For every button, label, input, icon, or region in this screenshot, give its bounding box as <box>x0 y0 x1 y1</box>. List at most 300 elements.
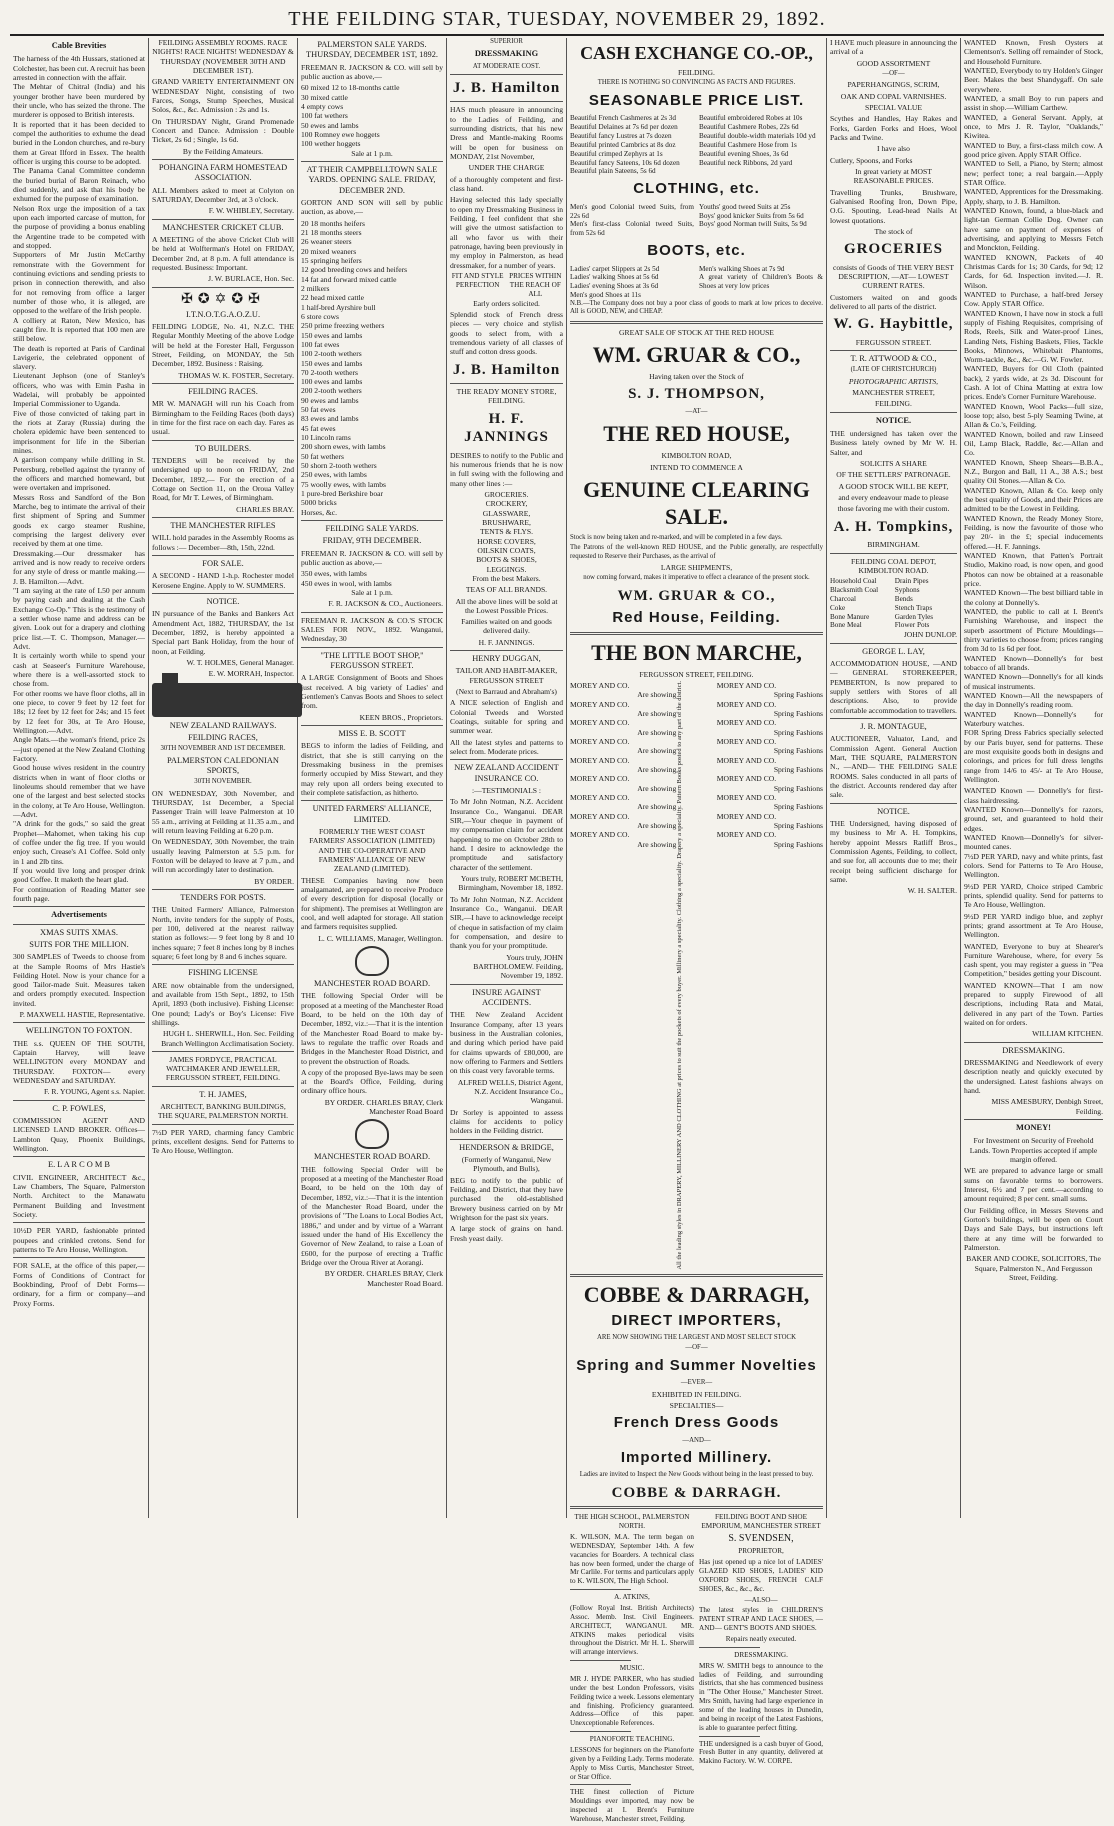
dunlop-signature: JOHN DUNLOP. <box>903 630 957 640</box>
atkins-text: (Follow Royal Inst. British Architects) Assoc. Memb. Inst. Civil Engineers. ARCHITECT, WANGANUI. MR. ATKINS makes periodical visits throughout the District. Mr H. L. Sherwill will arrange interviews. <box>570 1603 694 1657</box>
endeavour: and every endeavour made to please <box>838 493 949 503</box>
wanted-ad: WANTED, Apprentices for the Dressmaking. Apply, sharp, to J. B. Hamilton. <box>964 187 1103 206</box>
morey-and-co: MOREY AND CO. <box>570 737 630 747</box>
fishing-text: ARE now obtainable from the undersigned, and available from 15th Sept., 1892, to 15th April, 1893 (both inclusive). Fishing License: One pound; Lady's or Boy's License: Five shillings. <box>152 980 294 1027</box>
genuine-clearing-sale: GENUINE CLEARING SALE. <box>583 476 810 529</box>
spring-fashions: Spring Fashions <box>773 765 823 774</box>
jannings-item: GLASSWARE, <box>482 508 531 518</box>
grains: A large stock of grains on hand. Fresh yeast daily. <box>450 1224 563 1243</box>
testimonial-1: To Mr John Notman, N.Z. Accident Insurance Co., Wanganui. DEAR SIR,—Your cheque in payment of my compensation claim for accident happening to me on October 28th to hand. I desire to acknowledge the promptitude and satisfactory character of the settlement. <box>450 797 563 872</box>
amateurs: By the Feilding Amateurs. <box>182 146 264 156</box>
red-house-title: THE RED HOUSE, <box>603 421 790 447</box>
queen-ad: THE s.s. QUEEN OF THE SOUTH, Captain Harvey, will leave WELLINGTON every MONDAY and THURSDAY. FOXTON— every WEDNESDAY and SATURDAY. <box>13 1038 145 1086</box>
cable-paragraph: Messrs Ross and Sandford of the Bon Marche, beg to intimate the arrival of their first shipment of Spring and Summer goods ex cargo steamer Rushine, comprising the largest delivery ever received by them at one time. <box>13 492 145 549</box>
stock-item: 30 mixed cattle <box>301 92 348 102</box>
wanted-ad: WANTED, Everybody to try Holden's Ginger Beer. Makes the best Shandygaff. On sale everywhere. <box>964 65 1103 94</box>
jannings-name: H. F. JANNINGS <box>464 410 549 446</box>
column-cable-brevities <box>10 38 148 1518</box>
picture-mouldings: THE finest collection of Picture Mouldings ever imported, may now be inspected at I. Brent's Furniture Warehouse, Manchester street, Feilding. <box>570 1788 694 1824</box>
stock-item: 10 Lincoln rams <box>301 433 351 443</box>
boots-left <box>570 265 694 300</box>
smith-text: MRS W. SMITH begs to announce to the ladies of Feilding, and surrounding districts, that she has commenced business in "The Other House," Manchester Street. Mrs Smith, having had large experience in some of the leading houses in Dunedin, and being in receipt of the Latest Fashions, is able to guarantee perfect fitting. <box>699 1661 823 1732</box>
families: Families waited on and goods delivered daily. <box>461 617 552 636</box>
ufa-text: THESE Companies having now been amalgamated, are prepared to receive Produce of every description for disposal (locally or for shipment). The premises at Wellington are cool, and well adapted for storage. All station and farmers requisites supplied. <box>301 875 443 932</box>
pohangina-title: POHANGINA FARM HOMESTEAD ASSOCIATION. <box>158 162 288 183</box>
stock-item: 250 ewes, with lambs <box>301 470 367 480</box>
cable-paragraph: Good house wives resident in the country districts when in want of floor cloths or linoleums should remember that we have one of the largest and best selected stocks in the colony, at Te Aro House, Wellington.—Advt. <box>13 763 145 819</box>
road-board-title: MANCHESTER ROAD BOARD. <box>313 978 431 988</box>
superior: SUPERIOR <box>490 38 523 45</box>
bon-right <box>717 681 823 1270</box>
wanted-ad: WANTED to Buy, a first-class milch cow. A good price given. Apply STAR Office. <box>964 140 1103 159</box>
spring-fashions: Spring Fashions <box>773 746 823 756</box>
races-dates: 30TH NOVEMBER AND 1ST DECEMBER. <box>160 745 286 753</box>
boots-list <box>570 265 823 300</box>
larcomb-name: E. L A R C O M B <box>47 1160 111 1170</box>
lodge-text: FEILDING LODGE, No. 41, N.Z.C. THE Regular Monthly Meeting of the above Lodge will be held at the Forester Hall, Fergusson Street, Feilding, on MONDAY, the 5th December, 1892. Business : Raising. <box>152 322 294 369</box>
boots-item: Ladies' carpet Slippers at 2s 5d <box>570 264 660 273</box>
wanted-ad: WANTED KNOWN, Packets of 40 Christmas Cards for 1s; 30 Cards, for 9d; 12 Cards, for 6d. Inspection invited.—J. R. Wilson. <box>964 252 1103 290</box>
wanted-shearer: WANTED, Everyone to buy at Shearer's Furniture Warehouse, where, for every 5s cash spent, you may register a guess in "Pea Competition," besides getting your Discount. <box>964 941 1103 979</box>
notice-title: NOTICE. <box>206 596 240 606</box>
boots-item: Men's walking Shoes at 7s 9d <box>699 264 785 273</box>
coal-item: Syphons <box>894 586 920 595</box>
mcbeth-signature: Yours truly, ROBERT MCBETH, Birmingham, November 18, 1892. <box>458 874 563 893</box>
bray-signature: CHARLES BRAY. <box>236 504 294 514</box>
rifles-title: THE MANCHESTER RIFLES <box>170 521 276 530</box>
stock-item: 100 fat wethers <box>301 111 348 121</box>
jannings-item: BOOTS & SHOES, <box>476 555 537 565</box>
late-of: (LATE OF CHRISTCHURCH) <box>850 366 937 374</box>
james-name: T. H. JAMES, <box>199 1089 247 1099</box>
boots-item: A great variety of Children's Boots & Shoes at very low prices <box>699 273 823 291</box>
cobbe-title: COBBE & DARRAGH, <box>583 1281 810 1307</box>
masthead: THE FEILDING STAR, TUESDAY, NOVEMBER 29, 1892. <box>288 8 826 30</box>
dressmaking-text: DRESSMAKING and Needlework of every description neatly and quickly executed by the undersigned. Latest fashions always on hand. <box>964 1058 1103 1096</box>
manchester-street: MANCHESTER STREET, <box>852 388 935 398</box>
svendsen-name: S. SVENDSEN, <box>728 1532 794 1544</box>
settlers-patronage: OF THE SETTLERS' PATRONAGE. <box>836 470 951 480</box>
crest-icon <box>355 1119 389 1149</box>
tompkins-name: A. H. Tompkins, <box>833 518 954 535</box>
stock-item: 22 head mixed cattle <box>301 293 365 303</box>
morey-and-co: MOREY AND CO. <box>570 755 630 765</box>
stock-item: 70 2-tooth wethers <box>301 367 358 377</box>
morey-and-co: MOREY AND CO. <box>570 699 630 709</box>
jannings-item: CROCKERY, <box>485 499 528 509</box>
morey-and-co: MOREY AND CO. <box>716 774 777 784</box>
bon-left <box>570 681 676 1270</box>
insure-text: THE New Zealand Accident Insurance Company, after 13 years business in the Australian colonies, and during which period have paid for claims upwards of £80,000, are now offering to Farmers and Settlers on this coast very favorable terms. <box>450 1010 563 1076</box>
price-item: Beautiful plain Sateens, 5s 6d <box>570 167 656 176</box>
notice2-title: NOTICE. <box>877 806 910 816</box>
morey-and-co: MOREY AND CO. <box>716 811 777 821</box>
notice2-text: THE Undersigned, having disposed of my business to Mr A. H. Tompkins, hereby appoint Messrs Ratliff Bros., Commission Agents, Feilding, to collect, and sue for, all accounts due to me; their receipt being sufficient discharge for same. <box>830 818 957 884</box>
high-school-title: THE HIGH SCHOOL, PALMERSTON NORTH. <box>574 1513 690 1531</box>
latest-styles: All the latest styles and patterns to select from. Moderate prices. <box>450 737 563 757</box>
groceries: GROCERIES <box>843 241 944 258</box>
ufa-title: UNITED FARMERS' ALLIANCE, LIMITED. <box>312 804 432 824</box>
sorley-note: Dr Sorley is appointed to assess claims for accidents to policy holders in the Feilding district. <box>450 1107 563 1136</box>
makers: From the best Makers. <box>472 573 541 583</box>
stock-item: 4 empty cows <box>301 101 344 111</box>
morey-and-co: MOREY AND CO. <box>716 718 777 728</box>
money-text-3: Our Feilding office, in Messrs Stevens and Gorton's buildings, will be open on Court Days and Sale Days, but instructions left there at any time will be forwarded to Palmerston. <box>964 1205 1103 1253</box>
cable-paragraph: The harness of the 4th Hussars, stationed at Colchester, has been cut. A recruit has been arrested in connection with the affair. <box>13 54 146 82</box>
great-sale: GREAT SALE OF STOCK AT THE RED HOUSE <box>619 327 774 337</box>
xmas-suits: XMAS SUITS XMAS. <box>40 927 118 937</box>
stock-item: 2 milkers <box>301 283 330 293</box>
bartholomew-signature: Yours truly, JOHN BARTHOLOMEW. Feilding, November 19, 1892. <box>473 952 563 981</box>
boots-item: Men's good Shoes at 11s <box>570 291 641 300</box>
are-showing: Are showing <box>637 802 677 812</box>
svendsen-text: Has just opened up a nice lot of LADIES' GLAZED KID SHOES, LADIES' KID OXFORD SHOES, FRENCH CALF SHOES, &c., &c., &c. <box>699 1558 823 1593</box>
coal-item: Bone Manure <box>830 612 870 621</box>
friday-date: FRIDAY, 9TH DECEMBER. <box>322 536 422 546</box>
cable-paragraph: "A drink for the gods," so said the great Prophet—Mahomet, when taking his cup of coffee under the fig tree. If you would enjoy such, Crease's A1 Coffee. Sold only in 1 and 2lb tins. <box>13 819 145 866</box>
price-list-left <box>570 114 694 176</box>
clothing-item: Youths' good tweed Suits at 25s <box>699 202 791 211</box>
yard-ad: 7½D PER YARD, charming fancy Cambric prints, excellent designs. Send for Patterns to Te Aro House, Wellington. <box>152 1127 294 1156</box>
novelties: Spring and Summer Novelties <box>576 1356 817 1374</box>
nb-note: N.B.—The Company does not buy a poor class of goods to mark at low prices to deceive. All is GOOD, NEW, and CHEAP. <box>570 300 823 316</box>
charge-heading: UNDER THE CHARGE <box>468 163 545 173</box>
wanted-ad: WANTED Known—Donnelly's for best tobacco of all brands. <box>964 653 1103 672</box>
specialties: SPECIALTIES— <box>669 1400 724 1410</box>
cable-paragraph: A colliery at Raton, New Mexico, has caught fire. It is reported that 100 men are still below. <box>13 315 145 344</box>
good-assortment: GOOD ASSORTMENT <box>856 58 931 68</box>
coal-item: Garden Tyles <box>894 612 934 621</box>
scott-text: BEGS to inform the ladies of Feilding, and district, that she is still carrying on the Dressmaking business in the premises formerly occupied by Miss Stewart, and they may rely upon all orders being executed to their complete satisfaction, as hitherto. <box>301 741 443 797</box>
spring-fashions: Spring Fashions <box>773 802 823 812</box>
wanted-ad: WANTED Known — Donnelly's for first-class hairdressing. <box>964 786 1103 805</box>
stock-item: 150 ewes and lambs <box>301 330 363 340</box>
wanted-firewood: WANTED KNOWN—That I am now prepared to supply Firewood of all descriptions, including Rata and Matai, delivered in any part of the Town. Parties waited on for orders. <box>964 980 1103 1028</box>
favoring: those favoring me with their custom. <box>837 504 950 514</box>
sale-text: A SECOND - HAND 1-h.p. Rochester model Kerosene Engine. Apply to W. SUMMERS. <box>152 571 294 590</box>
paperhangings: PAPERHANGINGS, SCRIM, <box>847 80 940 90</box>
coal-left <box>830 577 892 630</box>
now-showing: ARE NOW SHOWING THE LARGEST AND MOST SELECT STOCK <box>596 1334 796 1342</box>
large-shipments: LARGE SHIPMENTS, <box>660 563 733 573</box>
testimonial-2: To Mr John Notman, N.Z. Accident Insurance Co., Wanganui. DEAR SIR,—I have to acknowledge receipt of cheque in satisfaction of my claim for compensation, and desire to thank you for your promptitude. <box>450 894 563 951</box>
price-item: Beautiful embroidered Robes at 10s <box>699 114 803 123</box>
fowles-ad: COMMISSION AGENT AND LICENSED LAND BROKER. Offices—Lambton Quay, Phoenix Buildings, Wellington. <box>13 1116 145 1154</box>
variety: In great variety at MOST REASONABLE PRICES. <box>853 166 934 186</box>
coal-item: Charcoal <box>830 594 856 603</box>
masthead-rule <box>10 34 1104 36</box>
attwood-name: T. R. ATTWOOD & CO., <box>850 354 937 364</box>
morey-and-co: MOREY AND CO. <box>716 792 777 802</box>
testimonials: :—TESTIMONIALS : <box>472 786 541 796</box>
solicits: SOLICITS A SHARE <box>860 459 927 469</box>
scott-title: MISS E. B. SCOTT <box>338 728 406 738</box>
price-item: Beautiful Cashmere Hose from 1s <box>699 140 797 149</box>
price-item: Beautiful French Cashmeres at 2s 3d <box>570 114 676 123</box>
montague-name: J. R. MONTAGUE, <box>860 721 927 731</box>
coal-list <box>830 577 957 630</box>
wanted-ad: WANTED, Buyers for Oil Cloth (painted back), 2 yards wide, at 2s 3d. Discount for Cash. A lot of China Matting at extra low prices. Ende's Corner Furniture Warehouse. <box>964 364 1103 402</box>
jackson-intro-2: FREEMAN R. JACKSON & CO. will sell by public auction as above,— <box>301 548 443 568</box>
splendid-stock: Splendid stock of French dress pieces — very choice and stylish goods to select from, with a tremendous variety of all classes of stuff and cotton dress goods. <box>450 309 563 357</box>
stock-item: 350 ewes, with lambs <box>301 569 367 579</box>
scythes: Scythes and Handles, Hay Rakes and Forks, Garden Forks and Hoes, Wool Packs and Twine. <box>830 114 957 142</box>
wanted-ad: WANTED Known—Donnelly's for all kinds of musical instruments. <box>964 672 1103 691</box>
grand-variety: GRAND VARIETY ENTERTAINMENT ON WEDNESDAY Night, consisting of two Farces, Songs, Stump Speeches, Musical Solos, &c., &c. Admission : 2s and 1s. <box>152 77 294 115</box>
stock-item: 50 ewes and lambs <box>301 120 359 130</box>
jannings-item: BRUSHWARE, <box>482 517 531 527</box>
yard-2: 9½D PER YARD, Choice striped Cambric prints, splendid quality. Send for patterns to Te Aro House, Wellington. <box>964 881 1103 910</box>
price-item: Beautiful Delaines at 7s 6d per dozen <box>570 123 678 132</box>
also: —ALSO— <box>744 1595 778 1604</box>
music-title: MUSIC. <box>619 1664 645 1673</box>
feilding-races-title: FEILDING RACES, <box>188 732 258 742</box>
clothing-item: Boys' good knicker Suits from 5s 6d <box>699 211 804 220</box>
consists: consists of Goods of THE VERY BEST DESCRIPTION, —AT— LOWEST CURRENT RATES. <box>833 262 954 291</box>
stock-of: The stock of <box>874 226 913 236</box>
wanted-ad: WANTED Known, Allan & Co. keep only the best quality of Goods, and their Prices are admitted to be the Lowest in Feilding. <box>964 485 1103 514</box>
price-item: Beautiful Cashmere Robes, 22s 6d <box>699 123 799 132</box>
wanted-ad: WANTED, a small Boy to run papers and assist in shop.—William Carthew. <box>964 93 1103 113</box>
sherwill-signature: HUGH L. SHERWILL, Hon. Sec. Feilding Branch Wellington Acclimatisation Society. <box>161 1029 294 1048</box>
morey-and-co: MOREY AND CO. <box>570 681 630 691</box>
caledonian-text-2: On WEDNESDAY, 30th November, the train usually leaving Palmerston at 5.5 p.m. for Foxton will be delayed to leave at 7 p.m., and will run accordingly later to destination. <box>152 837 294 875</box>
cricket-title: MANCHESTER CRICKET CLUB. <box>162 222 284 232</box>
stock-item: 1 pure-bred Berkshire boar <box>301 489 384 499</box>
stock-item: 14 fat and forward mixed cattle <box>301 274 397 284</box>
whibley-signature: F. W. WHIBLEY, Secretary. <box>208 206 294 216</box>
bootshop-text: A LARGE Consignment of Boots and Shoes just received. A big variety of Ladies' and Gentlemen's Canvas Boots and Shoes to select from. <box>301 673 443 711</box>
are-showing: Are showing <box>637 765 677 774</box>
morey-and-co: MOREY AND CO. <box>716 699 777 709</box>
morrah-signature: E. W. MORRAH, Inspector. <box>208 669 294 679</box>
money-title: MONEY! <box>1016 1123 1051 1133</box>
road-board-title-2: MANCHESTER ROAD BOARD. <box>313 1152 431 1162</box>
stock-item: 50 fat ewes <box>301 405 336 415</box>
lodge-emblem-icon: ✠✪✡✪✠ <box>181 291 265 307</box>
are-showing: Are showing <box>637 839 677 849</box>
yard-1: 7½D PER YARD, navy and white prints, fast colors. Send for Patterns to Te Aro House, Wellington. <box>964 851 1103 880</box>
clothing-heading: CLOTHING, etc. <box>633 180 760 198</box>
exhibited: EXHIBITED IN FEILDING. <box>651 1389 742 1399</box>
wellington-foxton: WELLINGTON TO FOXTON. <box>25 1026 133 1036</box>
morey-and-co: MOREY AND CO. <box>716 755 777 765</box>
french-dress-goods: French Dress Goods <box>613 1414 780 1432</box>
spring-fashions: Spring Fashions <box>773 727 823 737</box>
of: —OF— <box>685 1344 708 1352</box>
bottom-left <box>570 1513 694 1826</box>
nzaic-title: NEW ZEALAND ACCIDENT INSURANCE CO. <box>454 763 559 783</box>
morey-and-co: MOREY AND CO. <box>716 737 777 747</box>
price-item: Beautiful printed Cambrics at 8s doz <box>570 140 676 149</box>
stock-item: 12 good breeding cows and heifers <box>301 265 408 275</box>
sale-time-1: Sale at 1 p.m. <box>351 148 393 158</box>
notice-text: IN pursuance of the Banks and Bankers Act Amendment Act, 1882, THURSDAY, the 1st December, 1892, is hereby appointed a Special part Bank Holiday, from the hour of noon, at Feilding. <box>152 609 294 656</box>
kimbolton: KIMBOLTON ROAD, <box>661 451 732 461</box>
price-item: Beautiful neck Ribbons, 2d yard <box>699 158 793 167</box>
cobbe-title-2: COBBE & DARRAGH. <box>611 1484 782 1501</box>
wanted-ad: WANTED, a General Servant. Apply, at once, to Mrs J. R. Taylor, "Oaklands," Kiwitea. <box>964 112 1103 141</box>
direct-importers: DIRECT IMPORTERS, <box>611 1311 782 1329</box>
jannings-item: GROCERIES. <box>484 489 529 499</box>
feilding: FEILDING. <box>875 399 912 409</box>
moderate-cost: AT MODERATE COST. <box>472 62 541 70</box>
section-title: Cable Brevities <box>51 41 107 50</box>
clothing-right <box>699 203 823 238</box>
piano-title: PIANOFORTE TEACHING. <box>589 1735 675 1744</box>
money-text: For Investment on Security of Freehold Lands. Town Properties accepted if ample margin offered. <box>969 1136 1098 1165</box>
imported-millinery: Imported Millinery. <box>620 1449 773 1467</box>
races-text: MR W. MANAGH will run his Coach from Birmingham to the Feilding Races (both days) in time for the first race on each day. Fares as usual. <box>152 399 294 437</box>
stock-item: 6 store cows <box>301 311 339 321</box>
prices-reach: PRICES WITHIN THE REACH OF ALL <box>509 272 562 298</box>
clothing-item: Men's good Colonial tweed Suits, from 22s 6d <box>570 202 694 220</box>
railways-title: NEW ZEALAND RAILWAYS. <box>169 720 277 730</box>
wanted-ad: WANTED Known, the Ready Money Store, Feilding, is now the favourite of those who pay 20/- in the £; special inducements offered.—H. F. Jannings. <box>964 513 1103 551</box>
ever: —EVER— <box>680 1379 713 1387</box>
cable-paragraph: Supporters of Mr Justin McCarthy remonstrate with the Government for continuing evictions and sending priests to prison in connection therewith, and also for not removing from office a larger number of those who, it is alleged, are opposed to the welfare of the Irish people. <box>13 250 145 316</box>
column-2 <box>149 38 297 1518</box>
lodge-title: I.T.N.O.T.G.A.O.Z.U. <box>185 309 261 319</box>
svendsen-text-2: The latest styles in CHILDREN'S PATENT STRAP AND LACE SHOES, —AND— GENT'S BOOTS AND SHOES. <box>699 1606 823 1633</box>
wanted-ad: WANTED Known, Fresh Oysters at Clementson's. Selling off remainder of Stock, and Household Furniture. <box>964 38 1103 66</box>
wanted-ad: WANTED Known—Donnelly's for Waterbury watches. <box>964 709 1103 728</box>
sale-title: FOR SALE. <box>202 558 244 568</box>
jannings-item: HORSE COVERS, <box>477 536 536 546</box>
tenders-text: THE United Farmers' Alliance, Palmerston North, invite tenders for the supply of Posts, per 100, delivered at the nearest railway station as follows:— 9 feet long by 8 and 10 inches square; 7 feet 8 inches long by 8 inches square; 6 feet long by 8 and 6 inches square. <box>152 905 294 961</box>
auctioneers-signature: F. R. JACKSON & CO., Auctioneers. <box>328 599 443 609</box>
dressmaking-title-2: DRESSMAKING. <box>734 1650 788 1659</box>
patrons: The Patrons of the well-known RED HOUSE, and the Public generally, are respectfully requested to Reserve their Purchases, as the arrival of <box>570 544 823 560</box>
cable-paragraph: For other rooms we have floor cloths, all in one piece, to cover 9 feet by 12 feet for 18s; 12 feet by 12 feet for 24s; and 15 feet by 12 feet for 30s, at Te Aro House, Wellington.—Advt. <box>13 688 145 735</box>
repairs: Repairs neatly executed. <box>725 1635 797 1643</box>
are-showing: Are showing <box>637 709 677 719</box>
yard-3: 9½D PER YARD indigo blue, and zephyr prints; grand assortment at Te Aro House, Wellington. <box>964 911 1103 940</box>
rifles-text: WILL hold parades in the Assembly Rooms as follows :— December—8th, 15th, 22nd. <box>152 533 294 552</box>
henderson-title: HENDERSON & BRIDGE, <box>459 1142 554 1152</box>
clothing-item: Men's first-class Colonial tweed Suits, from 52s 6d <box>570 220 694 238</box>
good-stock: A GOOD STOCK WILL BE KEPT, <box>838 481 949 491</box>
cash-feilding: FEILDING. <box>678 68 715 78</box>
bon-marche-grid <box>570 681 823 1270</box>
stock-item: 90 ewes and lambs <box>301 395 359 405</box>
proprietor: PROPRIETOR, <box>738 1547 784 1556</box>
spring-fabrics: FOR Spring Dress Fabrics specially selected by our Paris buyer, send for patterns. These are most exquisite goods both in designs and colorings, and prices for full dress lengths range from 14/6 to 45/- at Te Aro House, Wellington. <box>964 728 1103 784</box>
cable-paragraph: The Panama Canal Committee condemn the buried burial of Baron Reinach, who died suddenly, and ask that his body be exhumed for the purpose of examination. <box>13 166 145 204</box>
column-6 <box>827 38 960 1518</box>
morey-and-co: MOREY AND CO. <box>570 792 630 802</box>
are-showing: Are showing <box>637 820 677 830</box>
stock-item: 250 prime freezing wethers <box>301 321 385 331</box>
campbelltown-yards: AT THEIR CAMPBELLTOWN SALE YARDS. OPENING SALE. FRIDAY, DECEMBER 2ND. <box>306 164 438 195</box>
coal-item: Bone Meal <box>830 621 862 630</box>
wanted-ad: WANTED Known—Donnelly's for silver-mounted canes. <box>964 832 1103 852</box>
bray-signature-3: BY ORDER. CHARLES BRAY, Clerk Manchester Road Board. <box>324 1269 443 1288</box>
price-item: Beautiful double-width materials 10d yd <box>699 131 816 140</box>
clothing-item: Boys' good Norman twill Suits, 5s 9d <box>699 220 807 229</box>
stock-sales: FREEMAN R. JACKSON & CO.'S STOCK SALES FOR NOV., 1892. Wanganui, Wednesday, 30 <box>301 615 443 644</box>
trunks: Travelling Trunks, Brushware, Galvanised Roofing Iron, Down Pipe, O.G. Spouting, Lead-head Nails At lowest quotations. <box>830 187 957 225</box>
special-value: SPECIAL VALUE <box>864 103 923 112</box>
spring-fashions: Spring Fashions <box>773 709 823 719</box>
stock-item: 100 Romney ewe hoggets <box>301 129 380 139</box>
insure-title: INSURE AGAINST ACCIDENTS. <box>472 987 541 1007</box>
fit-style: FIT AND STYLE PERFECTION <box>451 272 504 289</box>
cable-paragraph: It is certainly worth while to spend your cash at Seaseer's Furniture Warehouse, where there is a well-assorted stock to chose from. <box>13 651 145 689</box>
cable-items <box>13 54 145 903</box>
wanted-ad: WANTED to Sell, a Piano, by Stern; almost new; perfect tone; a real bargain.—Apply STAR Office. <box>964 159 1103 187</box>
birmingham: BIRMINGHAM. <box>867 540 920 550</box>
gruar-title: WM. GRUAR & CO., <box>592 342 801 368</box>
column-5 <box>567 38 826 1824</box>
emporium-title: FEILDING BOOT AND SHOE EMPORIUM, MANCHESTER STREET <box>701 1513 821 1531</box>
notice-title: NOTICE. <box>875 415 912 425</box>
now-coming: now coming forward, makes it imperative to effect a clearance of the present stock. <box>583 574 810 582</box>
coal-right <box>895 577 957 630</box>
stock-item: 5000 bricks <box>301 498 337 508</box>
oak-varnishes: OAK AND COPAL VARNISHES. <box>840 91 947 101</box>
boots-heading: BOOTS, etc. <box>647 242 746 260</box>
boots-item: Ladies' evening Shoes at 3s 6d <box>570 282 659 291</box>
above-lines: All the above lines will be sold at the Lowest Possible Prices. <box>455 596 558 615</box>
next-to: (Next to Barraud and Abraham's) <box>456 687 557 697</box>
cable-paragraph: A garrison company while drilling in St. Petersburg, rebelled against the tyranny of the officers and marched homeward, but were overtaken and imprisoned. <box>13 455 145 493</box>
fashion-ad: 10½D PER YARD, fashionable printed poupees and crinkled cretons. Send for patterns to Te Aro House, Wellington. <box>13 1226 145 1255</box>
henderson-sub: (Formerly of Wanganui, New Plymouth, and Bulls), <box>461 1154 552 1174</box>
price-item: Beautiful fancy Lustres at 7s dozen <box>570 131 672 140</box>
atkins-name: A. ATKINS, <box>614 1593 650 1602</box>
fergusson-street: FERGUSSON STREET. <box>855 337 932 347</box>
haybittle-name: W. G. Haybittle, <box>833 316 954 333</box>
morey-and-co: MOREY AND CO. <box>716 681 777 691</box>
spring-fashions: Spring Fashions <box>773 820 823 830</box>
boots-item: Ladies' walking Shoes at 5s 6d <box>570 273 659 282</box>
stock-item: 100 ewes and lambs <box>301 377 363 387</box>
fit-prices <box>450 272 563 299</box>
wanted-ad: WANTED, the public to call at I. Brent's Furnishing Warehouse, and inspect the superb assortment of Picture Mouldings—thirty varieties to choose from; prices ranging from 3d to 1s 6d per foot. <box>964 607 1103 654</box>
stock-list-2 <box>301 219 443 518</box>
cable-paragraph: Nelson Rox urge the imposition of a tax upon each imported carcase of mutton, for the purpose of providing a bonus enabling the Argentine trade to be competed with and stopped. <box>13 203 145 250</box>
coal-item: Blacksmith Coal <box>830 586 879 595</box>
price-item: Beautiful fancy Sateens, 10s 6d dozen <box>570 158 680 167</box>
stock-item: Horses, &c. <box>301 507 338 517</box>
stock-list-3 <box>301 569 443 588</box>
are-showing: Are showing <box>637 783 677 793</box>
stock-item: 50 shorn 2-tooth wethers <box>301 461 377 471</box>
cable-paragraph: The Mehtar of Chitral (India) and his younger brother have been murdered by their uncle, who has seized the throne. The murderer is opposed to British interests. <box>13 82 145 120</box>
corpe-text: THE undersigned is a cash buyer of Good, Fresh Butter in any quantity, delivered at Makino Factory. W. W. CORPE. <box>699 1739 823 1766</box>
pohangina-text: ALL Members asked to meet at Colyton on SATURDAY, December 3rd, at 3 o'clock. <box>152 185 294 204</box>
wanted-ad: WANTED Known—The best billiard table in the colony at Donnelly's. <box>964 588 1103 607</box>
coal-item: Flower Pots <box>894 621 930 630</box>
spring-fashions: Spring Fashions <box>773 839 823 849</box>
stock-item: 20 18 months heifers <box>301 218 365 228</box>
coal-item: Household Coal <box>830 577 877 586</box>
stock-remark: Stock is now being taken and re-marked, and will be completed in a few days. <box>570 534 783 542</box>
stock-item: 100 2-tooth wethers <box>301 349 362 359</box>
ladies-invited: Ladies are invited to Inspect the New Goods without being in the least pressed to buy. <box>579 1471 814 1479</box>
stock-item: 20 mixed weaners <box>301 246 357 256</box>
advertisements-heading: Advertisements <box>51 910 107 920</box>
builders-text: TENDERS will be received by the undersigned up to noon on FRIDAY, 2nd December, 1892,— For the erection of a Cottage on Section 11, on the Oroua Valley Road, for Mr T. Lewes, of Birmingham. <box>152 456 294 503</box>
salter-signature: W. H. SALTER. <box>907 886 957 896</box>
stock-item: 100 wether hoggets <box>301 139 361 149</box>
wanted-ad: WANTED Known, boiled and raw Linseed Oil, Lamp Black, Raddle, &c.—Allan and Co. <box>964 429 1103 458</box>
morey-and-co: MOREY AND CO. <box>716 830 777 840</box>
wanted-ad: WANTED Known—Donnelly's for razors, ground, set, and guaranteed to hold their edges. <box>964 804 1103 833</box>
road-board-loan-text: THE following Special Order will be proposed at a meeting of the Manchester Road Board, to be held on the 10th day of December, 1892, viz.:—That it is the intention of the Manchester Road Board, under the provisions of "The Loans to Local Bodies Act, 1886," and under and by virtue of a Warrant issued under the hand of His Excellency the Governor of New Zealand, to raise a Loan of £600, for the purpose of erecting a Traffic Bridge over the Oroua River at Aorangi. <box>301 1164 443 1268</box>
lay-text: ACCOMMODATION HOUSE, —AND— GENERAL STOREKEEPER, PEMBERTON, Is now prepared to supply settlers with Stores of all descriptions. Also, to provide comfortable accommodation to travellers. <box>830 658 957 715</box>
